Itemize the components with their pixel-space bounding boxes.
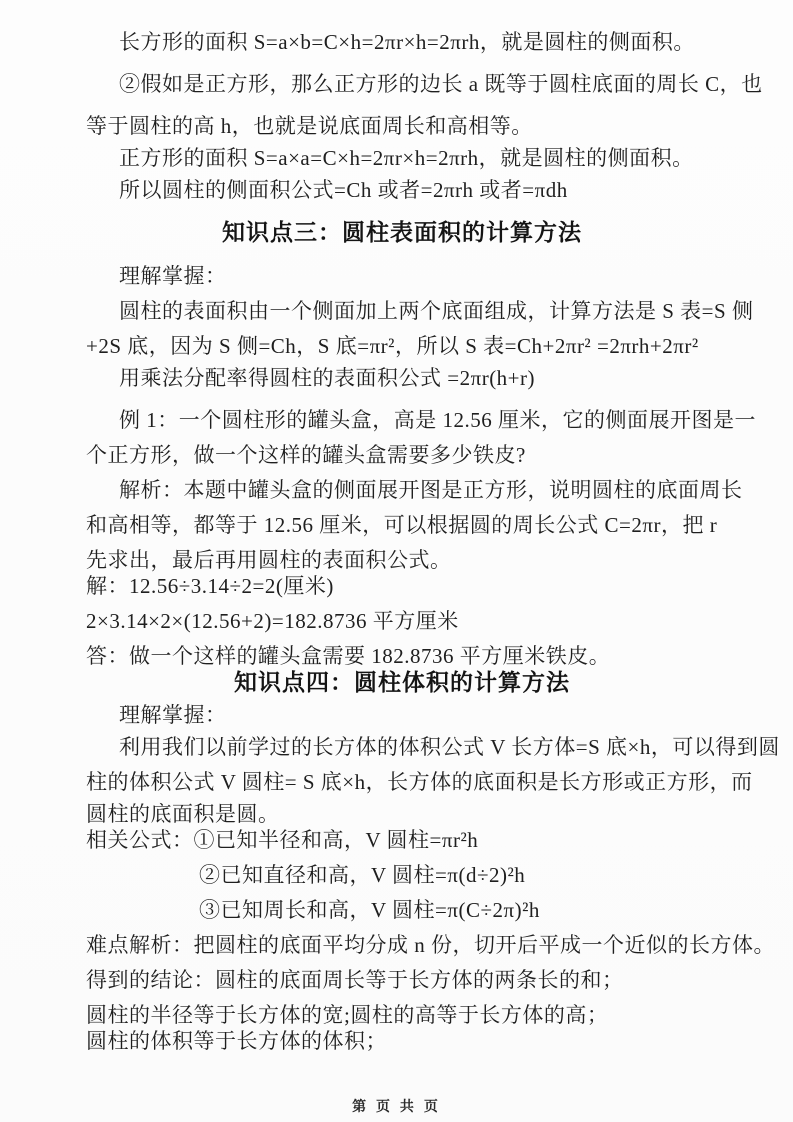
text-line: 圆柱的表面积由一个侧面加上两个底面组成，计算方法是 S 表=S 侧: [119, 299, 754, 323]
text-line: 用乘法分配率得圆柱的表面积公式 =2πr(h+r): [119, 366, 536, 390]
text-line: 2×3.14×2×(12.56+2)=182.8736 平方厘米: [86, 609, 459, 633]
text-line: 难点解析：把圆柱的底面平均分成 n 份，切开后平成一个近似的长方体。: [86, 933, 775, 957]
text-line: 长方形的面积 S=a×b=C×h=2πr×h=2πrh，就是圆柱的侧面积。: [119, 30, 695, 54]
text-line: 理解掌握：: [119, 264, 227, 288]
text-line: 答：做一个这样的罐头盒需要 182.8736 平方厘米铁皮。: [86, 644, 611, 668]
text-line: 圆柱的底面积是圆。: [86, 802, 280, 826]
document-body: [86, 30, 780, 1055]
text-line: 理解掌握：: [119, 703, 227, 727]
text-line: +2S 底，因为 S 侧=Ch，S 底=πr²，所以 S 表=Ch+2πr² =2πrh+2πr²: [86, 334, 699, 358]
text-line: ②假如是正方形，那么正方形的边长 a 既等于圆柱底面的周长 C，也: [119, 72, 763, 96]
text-line: 圆柱的半径等于长方体的宽;圆柱的高等于长方体的高；: [86, 1003, 609, 1027]
text-line: 相关公式：①已知半径和高，V 圆柱=πr²h: [86, 828, 479, 852]
text-line: 圆柱的体积等于长方体的体积；: [86, 1029, 387, 1053]
text-line: 和高相等，都等于 12.56 厘米，可以根据圆的周长公式 C=2πr，把 r: [86, 513, 718, 537]
text-line: 得到的结论：圆柱的底面周长等于长方体的两条长的和；: [86, 968, 624, 992]
text-line: 例 1：一个圆柱形的罐头盒，高是 12.56 厘米，它的侧面展开图是一: [119, 408, 756, 432]
text-line: ③已知周长和高，V 圆柱=π(C÷2π)²h: [199, 898, 540, 922]
text-line: 解析：本题中罐头盒的侧面展开图是正方形，说明圆柱的底面周长: [119, 478, 743, 502]
section-heading: 知识点四：圆柱体积的计算方法: [234, 669, 570, 695]
text-line: 个正方形，做一个这样的罐头盒需要多少铁皮?: [86, 443, 526, 467]
text-line: 等于圆柱的高 h，也就是说底面周长和高相等。: [86, 114, 533, 138]
text-line: 利用我们以前学过的长方体的体积公式 V 长方体=S 底×h，可以得到圆: [119, 735, 780, 759]
text-line: 所以圆柱的侧面积公式=Ch 或者=2πrh 或者=πdh: [119, 178, 568, 202]
text-line: ②已知直径和高，V 圆柱=π(d÷2)²h: [199, 863, 526, 887]
text-line: 先求出，最后再用圆柱的表面积公式。: [86, 548, 452, 572]
text-line: 柱的体积公式 V 圆柱= S 底×h，长方体的底面积是长方形或正方形，而: [86, 770, 753, 794]
page-footer: 第 页 共 页: [352, 1098, 441, 1114]
text-line: 正方形的面积 S=a×a=C×h=2πr×h=2πrh，就是圆柱的侧面积。: [119, 146, 694, 170]
text-line: 解：12.56÷3.14÷2=2(厘米): [86, 574, 334, 598]
section-heading: 知识点三：圆柱表面积的计算方法: [222, 219, 582, 245]
